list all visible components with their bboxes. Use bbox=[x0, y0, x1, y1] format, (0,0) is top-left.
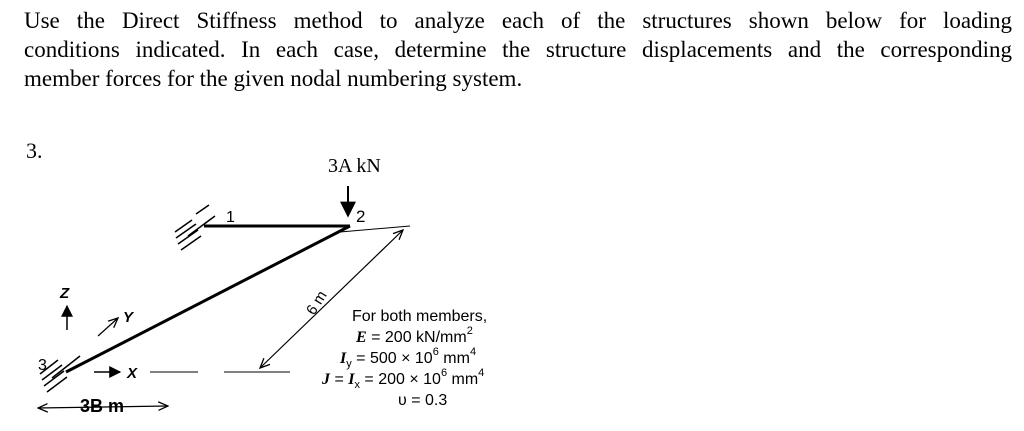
property-e bbox=[322, 327, 522, 348]
j-unit: mm bbox=[447, 371, 479, 388]
j-unit-exponent: 4 bbox=[478, 367, 485, 379]
ix-subscript: x bbox=[354, 379, 360, 391]
property-j bbox=[322, 369, 522, 390]
problem-line-2: conditions indicated. In each case, determine the structure displacements and the corresponding bbox=[24, 37, 1012, 62]
problem-line-1: Use the Direct Stiffness method to analyze each of the structures shown below for loading bbox=[24, 8, 1012, 33]
axis-label-x: X bbox=[127, 365, 138, 382]
e-symbol: E bbox=[356, 329, 367, 346]
ix-symbol: I bbox=[348, 371, 355, 388]
node-label-3: 3 bbox=[38, 357, 47, 374]
property-iy bbox=[322, 348, 522, 369]
member-properties bbox=[322, 306, 522, 411]
iy-symbol: I bbox=[340, 350, 347, 367]
iy-subscript: y bbox=[346, 358, 352, 370]
e-value: = 200 kN/mm bbox=[366, 329, 467, 346]
iy-value: = 500 × 10 bbox=[351, 350, 433, 367]
node-label-2: 2 bbox=[356, 207, 366, 226]
nu-value: = 0.3 bbox=[406, 392, 448, 409]
j-equals: = bbox=[330, 371, 349, 388]
iy-unit: mm bbox=[438, 350, 470, 367]
problem-line-3: member forces for the given nodal numbering system. bbox=[24, 66, 523, 91]
extension-line-node-2 bbox=[340, 226, 410, 232]
iy-unit-exponent: 4 bbox=[469, 346, 477, 358]
j-exponent: 6 bbox=[440, 367, 448, 379]
axis-label-z: Z bbox=[60, 285, 70, 302]
iy-exponent: 6 bbox=[432, 346, 439, 358]
j-value: = 200 × 10 bbox=[359, 371, 441, 388]
problem-number: 3. bbox=[26, 138, 43, 163]
node-label-1: 1 bbox=[226, 209, 235, 226]
properties-intro: For both members, bbox=[352, 308, 488, 325]
nu-symbol: υ bbox=[398, 392, 407, 409]
j-symbol: J bbox=[322, 371, 330, 388]
dimension-label-diagonal: 6 m bbox=[302, 287, 331, 319]
member-2-3 bbox=[66, 226, 350, 372]
axis-label-y: Y bbox=[123, 309, 134, 326]
property-nu bbox=[322, 390, 522, 411]
e-exponent: 2 bbox=[466, 325, 473, 337]
dimension-label-base: 3B m bbox=[80, 396, 125, 416]
load-label: 3A kN bbox=[328, 155, 381, 177]
y-axis-arrow bbox=[98, 318, 118, 336]
